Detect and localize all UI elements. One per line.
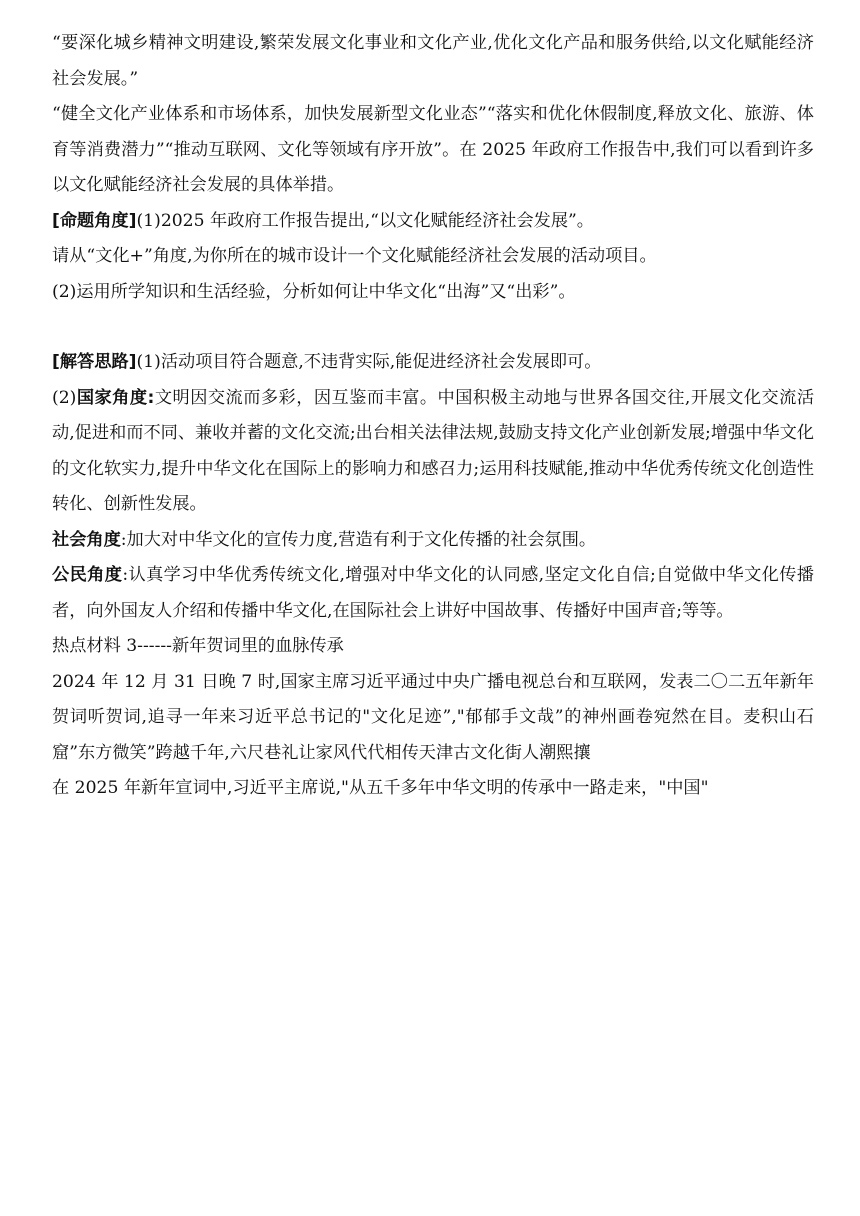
society-text: :加大对中华文化的宣传力度,营造有利于文化传播的社会氛围。 bbox=[120, 529, 597, 550]
question-1-text: (1)2025 年政府工作报告提出,“以文化赋能经济社会发展”。 bbox=[136, 210, 594, 231]
question-paragraph-1 bbox=[52, 204, 814, 240]
answer-2-text: 文明因交流而多彩，因互鉴而丰富。中国积极主动地与世界各国交往,开展文化交流活动,促进和而不同、兼收并蓄的文化交流;出台相关法律法规,鼓励支持文化产业创新发展;增强中华文化的文化软实力,提升中华文化在国际上的影响力和感召力;运用科技赋能,推动中华优秀传统文化创造性转化、创新性发展。 bbox=[52, 387, 815, 514]
nation-label: 国家角度: bbox=[76, 387, 155, 408]
society-label: 社会角度 bbox=[52, 529, 121, 550]
blank-line bbox=[52, 310, 814, 345]
material-paragraph-1: 2024 年 12 月 31 日晚 7 时,国家主席习近平通过中央广播电视总台和互联网，发表二〇二五年新年贺词听贺词,追寻一年来习近平总书记的"文化足迹”,"郁郁手文哉”的神州画卷宛然在目。麦积山石窟”东方微笑”跨越千年,六尺巷礼让家风代代相传天津古文化街人潮熙攘 bbox=[52, 671, 814, 763]
citizen-paragraph bbox=[52, 558, 814, 629]
answer-label: [解答思路] bbox=[52, 352, 137, 372]
question-paragraph-2: (2)运用所学知识和生活经验，分析如何让中华文化“出海”又“出彩”。 bbox=[52, 281, 576, 302]
question-label: [命题角度] bbox=[52, 210, 137, 231]
society-paragraph bbox=[52, 523, 814, 559]
citizen-label: 公民角度 bbox=[52, 565, 123, 585]
material-paragraph-2: 在 2025 年新年宣词中,习近平主席说,"从五千多年中华文明的传承中一路走来，"中国" bbox=[52, 778, 709, 798]
answer-2-prefix: (2) bbox=[52, 387, 77, 408]
material-title: 热点材料 3------新年贺词里的血脉传承 bbox=[52, 636, 344, 656]
quote-paragraph-1: “要深化城乡精神文明建设,繁荣发展文化事业和文化产业,优化文化产品和服务供给,以文化赋能经济社会发展。” bbox=[52, 33, 814, 89]
citizen-text: :认真学习中华优秀传统文化,增强对中华文化的认同感,坚定文化自信;自觉做中华文化传播者，向外国友人介绍和传播中华文化,在国际社会上讲好中国故事、传播好中国声音;等等。 bbox=[52, 565, 814, 621]
quote-paragraph-2: “健全文化产业体系和市场体系，加快发展新型文化业态”“落实和优化休假制度,释放文化、旅游、体育等消费潜力”“推动互联网、文化等领域有序开放”。在 2025 年政府工作报告中,我们可以看到许多以文化赋能经济社会发展的具体举措。 bbox=[52, 104, 814, 195]
answer-paragraph-2 bbox=[52, 381, 814, 523]
answer-1-text: (1)活动项目符合题意,不违背实际,能促进经济社会发展即可。 bbox=[136, 352, 602, 372]
question-paragraph-1b: 请从“文化+”角度,为你所在的城市设计一个文化赋能经济社会发展的活动项目。 bbox=[52, 246, 657, 266]
answer-paragraph-1 bbox=[52, 345, 814, 381]
